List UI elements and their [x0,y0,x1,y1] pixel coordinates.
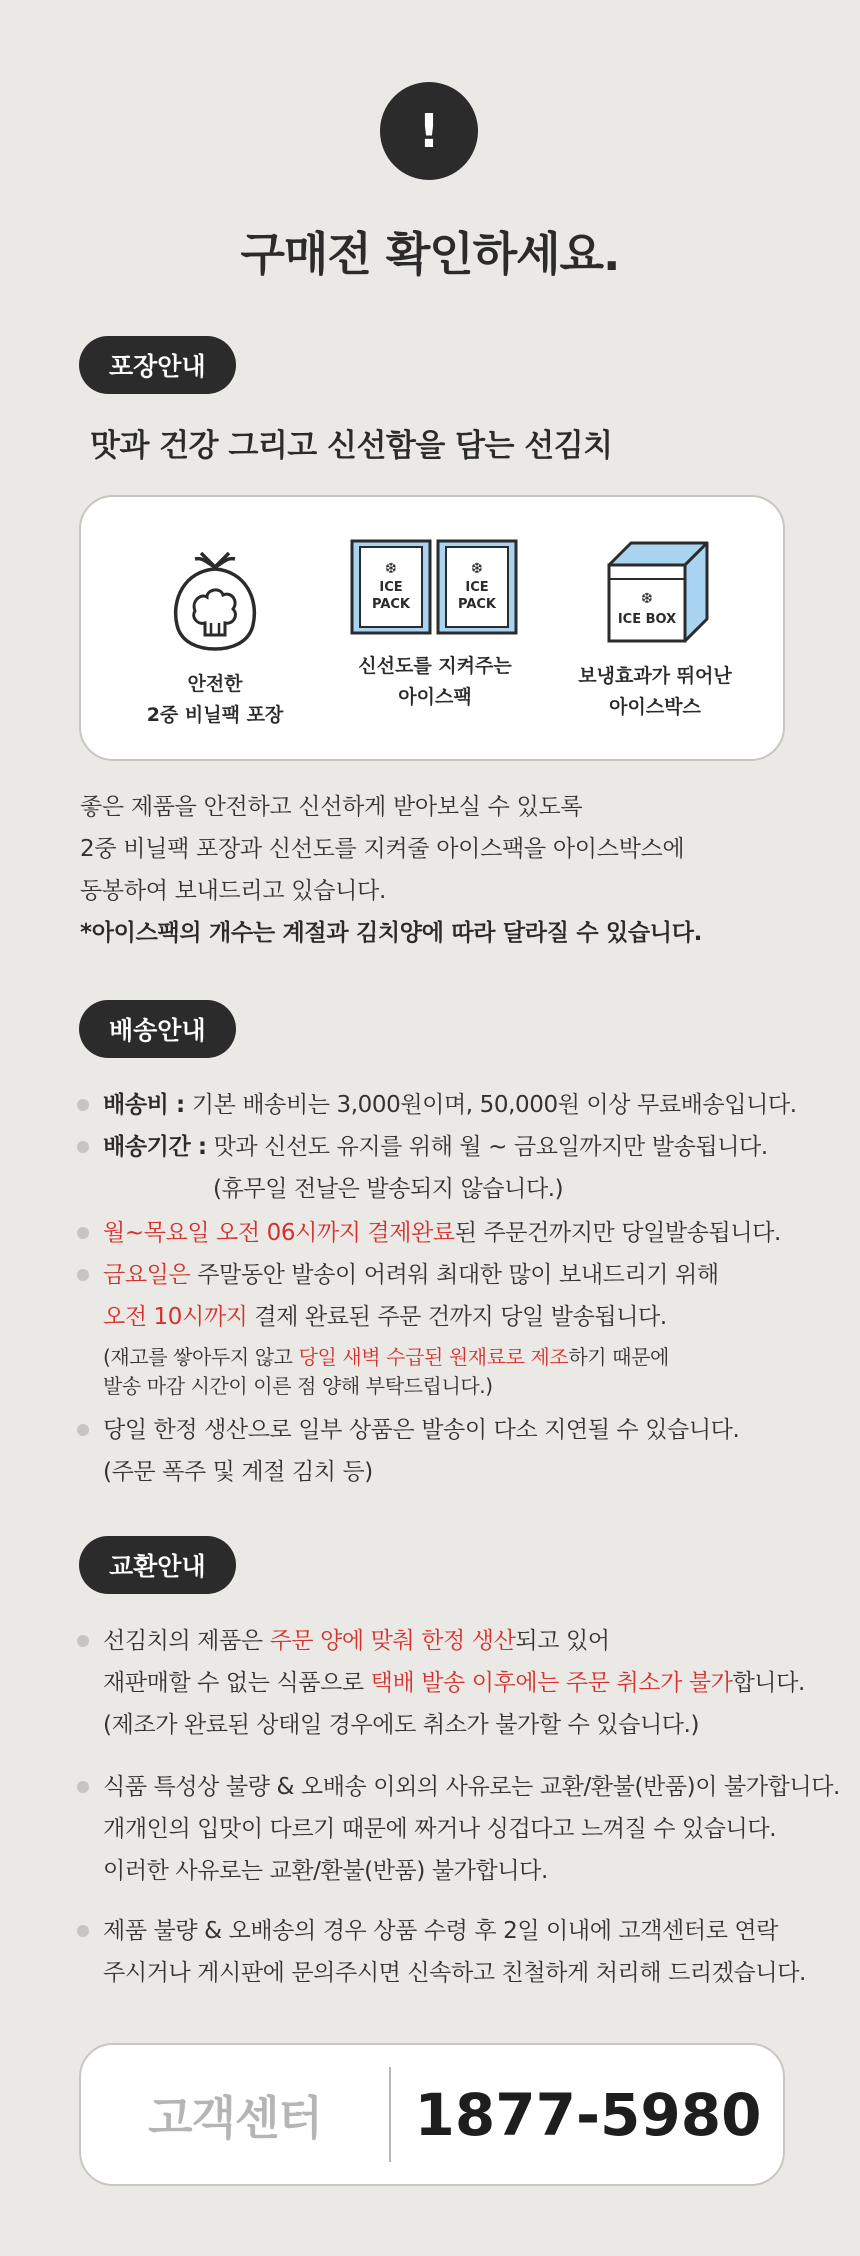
bullet-dot [77,1925,89,1937]
bullet-dot [77,1227,89,1239]
bag-caption-line2: 2중 비닐팩 포장 [146,704,284,726]
weekday-text: 된 주문건까지만 당일발송됩니다. [454,1220,781,1246]
packaging-card [79,495,785,761]
bullet-dot [77,1635,89,1647]
svg-text:❆: ❆ [641,591,653,607]
box-caption-line1: 보냉효과가 뛰어난 [578,665,732,687]
exchange-tag: 교환안내 [79,1536,236,1594]
vinyl-bag-icon [155,533,275,653]
period-label: 배송기간 : [103,1134,207,1160]
page-title: 구매전 확인하세요. [240,227,620,281]
period-note: (휴무일 전날은 발송되지 않습니다.) [213,1176,564,1202]
limited-note: (주문 폭주 및 계절 김치 등) [103,1459,373,1485]
para-line: 동봉하여 보내드리고 있습니다. [80,878,386,904]
ice-pack-text2b: PACK [457,597,497,612]
friday-highlight: 금요일은 [103,1262,191,1288]
customer-center-card [79,2043,785,2186]
bullet-dot [77,1099,89,1111]
pack-caption-line1: 신선도를 지켜주는 [358,655,512,677]
ice-pack-right [438,541,516,633]
no-cancel-highlight: 택배 발송 이후에는 주문 취소가 불가 [370,1670,733,1696]
friday-highlight2: 오전 10시까지 [103,1304,248,1330]
customer-center-label: 고객센터 [148,2090,322,2145]
packaging-subtitle: 맛과 건강 그리고 신선함을 담는 선김치 [90,428,613,464]
stock-note-highlight: 당일 새벽 수급된 원재료로 제조 [298,1345,569,1369]
shipping-tag: 배송안내 [79,1000,236,1058]
weekday-highlight: 월~목요일 오전 06시까지 결제완료 [103,1220,455,1246]
fee-text: 기본 배송비는 3,000원이며, 50,000원 이상 무료배송입니다. [184,1092,797,1118]
box-caption-line2: 아이스박스 [609,696,701,718]
packaging-paragraph [80,786,702,954]
bullet-dot [77,1781,89,1793]
packaging-tag: 포장안내 [79,336,236,394]
cancel-note: (제조가 완료된 상태일 경우에도 취소가 불가할 수 있습니다.) [103,1712,700,1738]
ice-pack-left [352,541,430,633]
svg-text:❆: ❆ [471,561,483,577]
alert-icon: ! [380,82,478,180]
friday-text2: 결제 완료된 주문 건까지 당일 발송됩니다. [247,1304,667,1330]
vinyl-bag-item [105,497,325,731]
ice-pack-text2: PACK [371,597,411,612]
ice-box-icon [595,531,715,651]
bullet-dot [77,1424,89,1436]
friday-text: 주말동안 발송이 어려워 최대한 많이 보내드리기 위해 [190,1262,719,1288]
bullet-dot [77,1141,89,1153]
svg-text:❆: ❆ [385,561,397,577]
para-line: 좋은 제품을 안전하고 신선하게 받아보실 수 있도록 [80,794,583,820]
ice-box-text: ICE BOX [617,612,677,627]
bullet-dot [77,1269,89,1281]
ice-pack-text1: ICE [379,580,403,595]
fee-label: 배송비 : [103,1092,185,1118]
stock-note: (재고를 쌓아두지 않고 당일 새벽 수급된 원재료로 제조하기 때문에 발송 마감 시간이 이른 점 양해 부탁드립니다.) [103,1343,669,1401]
stock-note-line2: 발송 마감 시간이 이른 점 양해 부탁드립니다.) [103,1374,493,1398]
limited-production-highlight: 주문 양에 맞춰 한정 생산 [269,1628,516,1654]
limited-text: 당일 한정 생산으로 일부 상품은 발송이 다소 지연될 수 있습니다. [103,1417,740,1443]
ice-box-item [545,497,765,723]
friday-line2 [103,1296,667,1338]
ice-pack-item [325,497,545,713]
customer-center-phone[interactable]: 1877-5980 [414,2080,762,2149]
ice-pack-icon [350,539,520,659]
ice-pack-text1b: ICE [465,580,489,595]
para-note: *아이스팩의 개수는 계절과 김치양에 따라 달라질 수 있습니다. [80,920,703,946]
period-text: 맛과 신선도 유지를 위해 월 ~ 금요일까지만 발송됩니다. [206,1134,768,1160]
para-line: 2중 비닐팩 포장과 신선도를 지켜줄 아이스팩을 아이스박스에 [80,836,685,862]
pack-caption-line2: 아이스팩 [398,686,472,708]
bag-caption-line1: 안전한 [187,673,243,695]
